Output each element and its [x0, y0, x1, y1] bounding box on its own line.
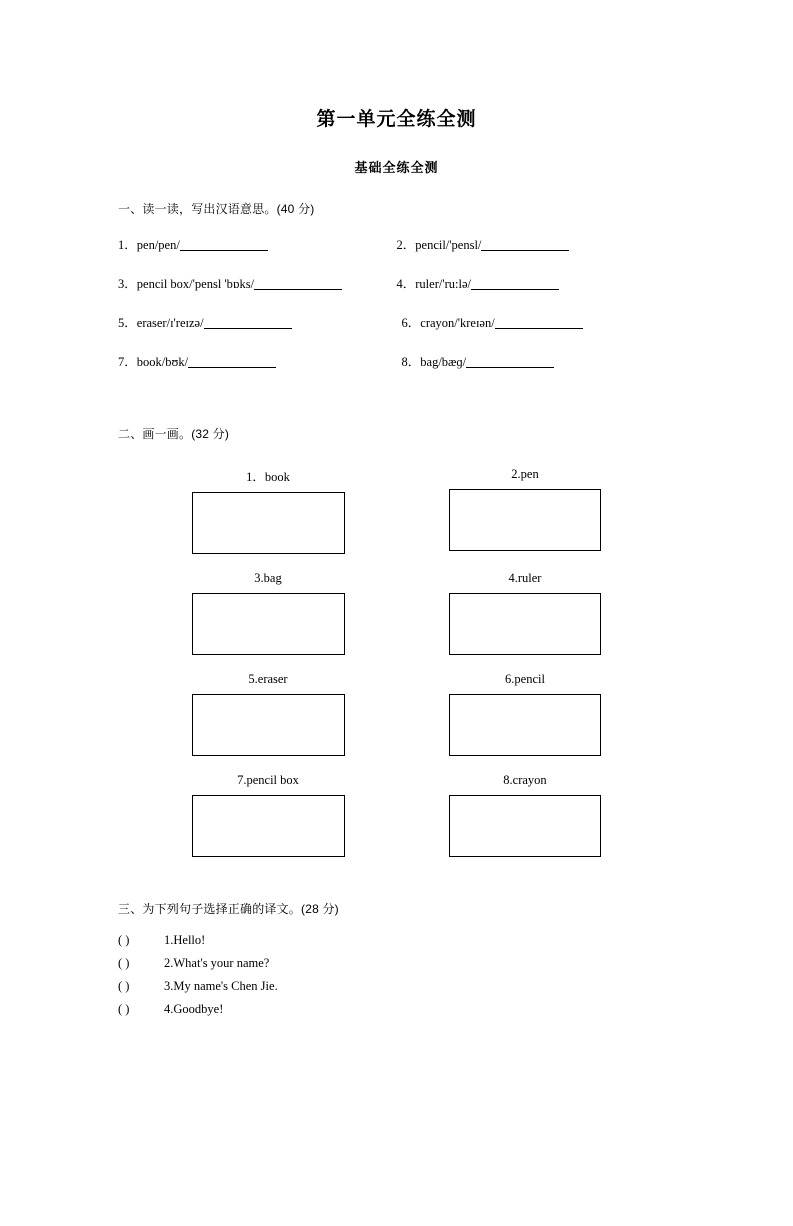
word-number: 4．	[396, 277, 416, 291]
word-item	[397, 235, 676, 253]
drawing-box[interactable]	[449, 489, 601, 551]
drawing-row	[166, 672, 628, 773]
vocabulary-grid	[118, 235, 675, 370]
list-item	[118, 933, 675, 948]
drawing-label: 8.crayon	[503, 773, 547, 787]
drawing-item	[166, 571, 371, 672]
word-item	[118, 313, 392, 331]
drawing-label: 1．book	[246, 470, 290, 484]
word-text: ruler/'ru:lə/	[415, 277, 471, 291]
drawing-label: 5.eraser	[248, 672, 288, 686]
section-2-heading: 二、画一画。(32 分)	[118, 427, 230, 441]
worksheet-page	[0, 104, 793, 1226]
answer-paren[interactable]: ( )	[118, 979, 130, 993]
answer-blank[interactable]	[495, 328, 583, 329]
answer-paren[interactable]: ( )	[118, 933, 130, 947]
word-number: 1．	[118, 238, 137, 252]
drawing-item	[166, 773, 371, 874]
word-item	[118, 235, 397, 253]
word-number: 3．	[118, 277, 137, 291]
drawing-row	[166, 467, 628, 571]
word-number: 6．	[401, 316, 421, 330]
word-text: book/bʊk/	[136, 355, 189, 369]
sentence-text: 3.My name's Chen Jie.	[164, 979, 278, 993]
answer-blank[interactable]	[204, 328, 292, 329]
word-text: pen/pen/	[136, 238, 180, 252]
sentence-text: 1.Hello!	[164, 933, 206, 947]
word-number: 8．	[401, 355, 421, 369]
section-1-heading: 一、读一读，写出汉语意思。(40 分)	[118, 202, 315, 216]
drawing-box[interactable]	[192, 795, 345, 857]
word-text: pencil/'pensl/	[415, 238, 482, 252]
word-number: 5．	[118, 316, 137, 330]
word-item	[392, 313, 676, 331]
drawing-item	[423, 773, 628, 874]
drawing-label: 3.bag	[254, 571, 282, 585]
drawing-item	[423, 571, 628, 672]
drawing-item	[423, 467, 628, 571]
word-text: eraser/ɪ'reɪzə/	[136, 316, 204, 330]
drawing-label: 6.pencil	[505, 672, 545, 686]
word-number: 7．	[118, 355, 137, 369]
drawing-box[interactable]	[192, 492, 345, 554]
drawing-label: 7.pencil box	[237, 773, 299, 787]
drawing-grid	[118, 467, 675, 874]
drawing-label: 2.pen	[511, 467, 539, 481]
sentence-text: 4.Goodbye!	[164, 1002, 224, 1016]
answer-paren[interactable]: ( )	[118, 956, 130, 970]
drawing-label: 4.ruler	[508, 571, 542, 585]
answer-paren[interactable]: ( )	[118, 1002, 130, 1016]
answer-blank[interactable]	[180, 250, 268, 251]
section-3-heading: 三、为下列句子选择正确的译文。(28 分)	[118, 902, 339, 916]
drawing-box[interactable]	[449, 593, 601, 655]
drawing-item	[166, 467, 371, 571]
word-item	[392, 352, 676, 370]
word-number: 2．	[396, 238, 416, 252]
drawing-box[interactable]	[449, 694, 601, 756]
answer-blank[interactable]	[471, 289, 559, 290]
sentence-text: 2.What's your name?	[164, 956, 270, 970]
drawing-item	[423, 672, 628, 773]
word-row	[118, 274, 675, 292]
word-item	[397, 274, 676, 292]
word-row	[118, 235, 675, 253]
sentence-list	[118, 933, 675, 1017]
drawing-box[interactable]	[192, 694, 345, 756]
word-text: bag/bæɡ/	[420, 355, 467, 369]
list-item	[118, 979, 675, 994]
word-item	[118, 352, 392, 370]
drawing-row	[166, 571, 628, 672]
word-item	[118, 274, 397, 292]
word-text: pencil box/'pensl 'bɒks/	[136, 277, 255, 291]
word-row	[118, 352, 675, 370]
page-title: 第一单元全练全测	[316, 109, 477, 130]
list-item	[118, 1002, 675, 1017]
list-item	[118, 956, 675, 971]
drawing-item	[166, 672, 371, 773]
answer-blank[interactable]	[481, 250, 569, 251]
answer-blank[interactable]	[466, 367, 554, 368]
answer-blank[interactable]	[254, 289, 342, 290]
drawing-box[interactable]	[449, 795, 601, 857]
page-subtitle: 基础全练全测	[354, 160, 439, 175]
drawing-box[interactable]	[192, 593, 345, 655]
word-row	[118, 313, 675, 331]
answer-blank[interactable]	[188, 367, 276, 368]
drawing-row	[166, 773, 628, 874]
word-text: crayon/'kreɪən/	[420, 316, 495, 330]
